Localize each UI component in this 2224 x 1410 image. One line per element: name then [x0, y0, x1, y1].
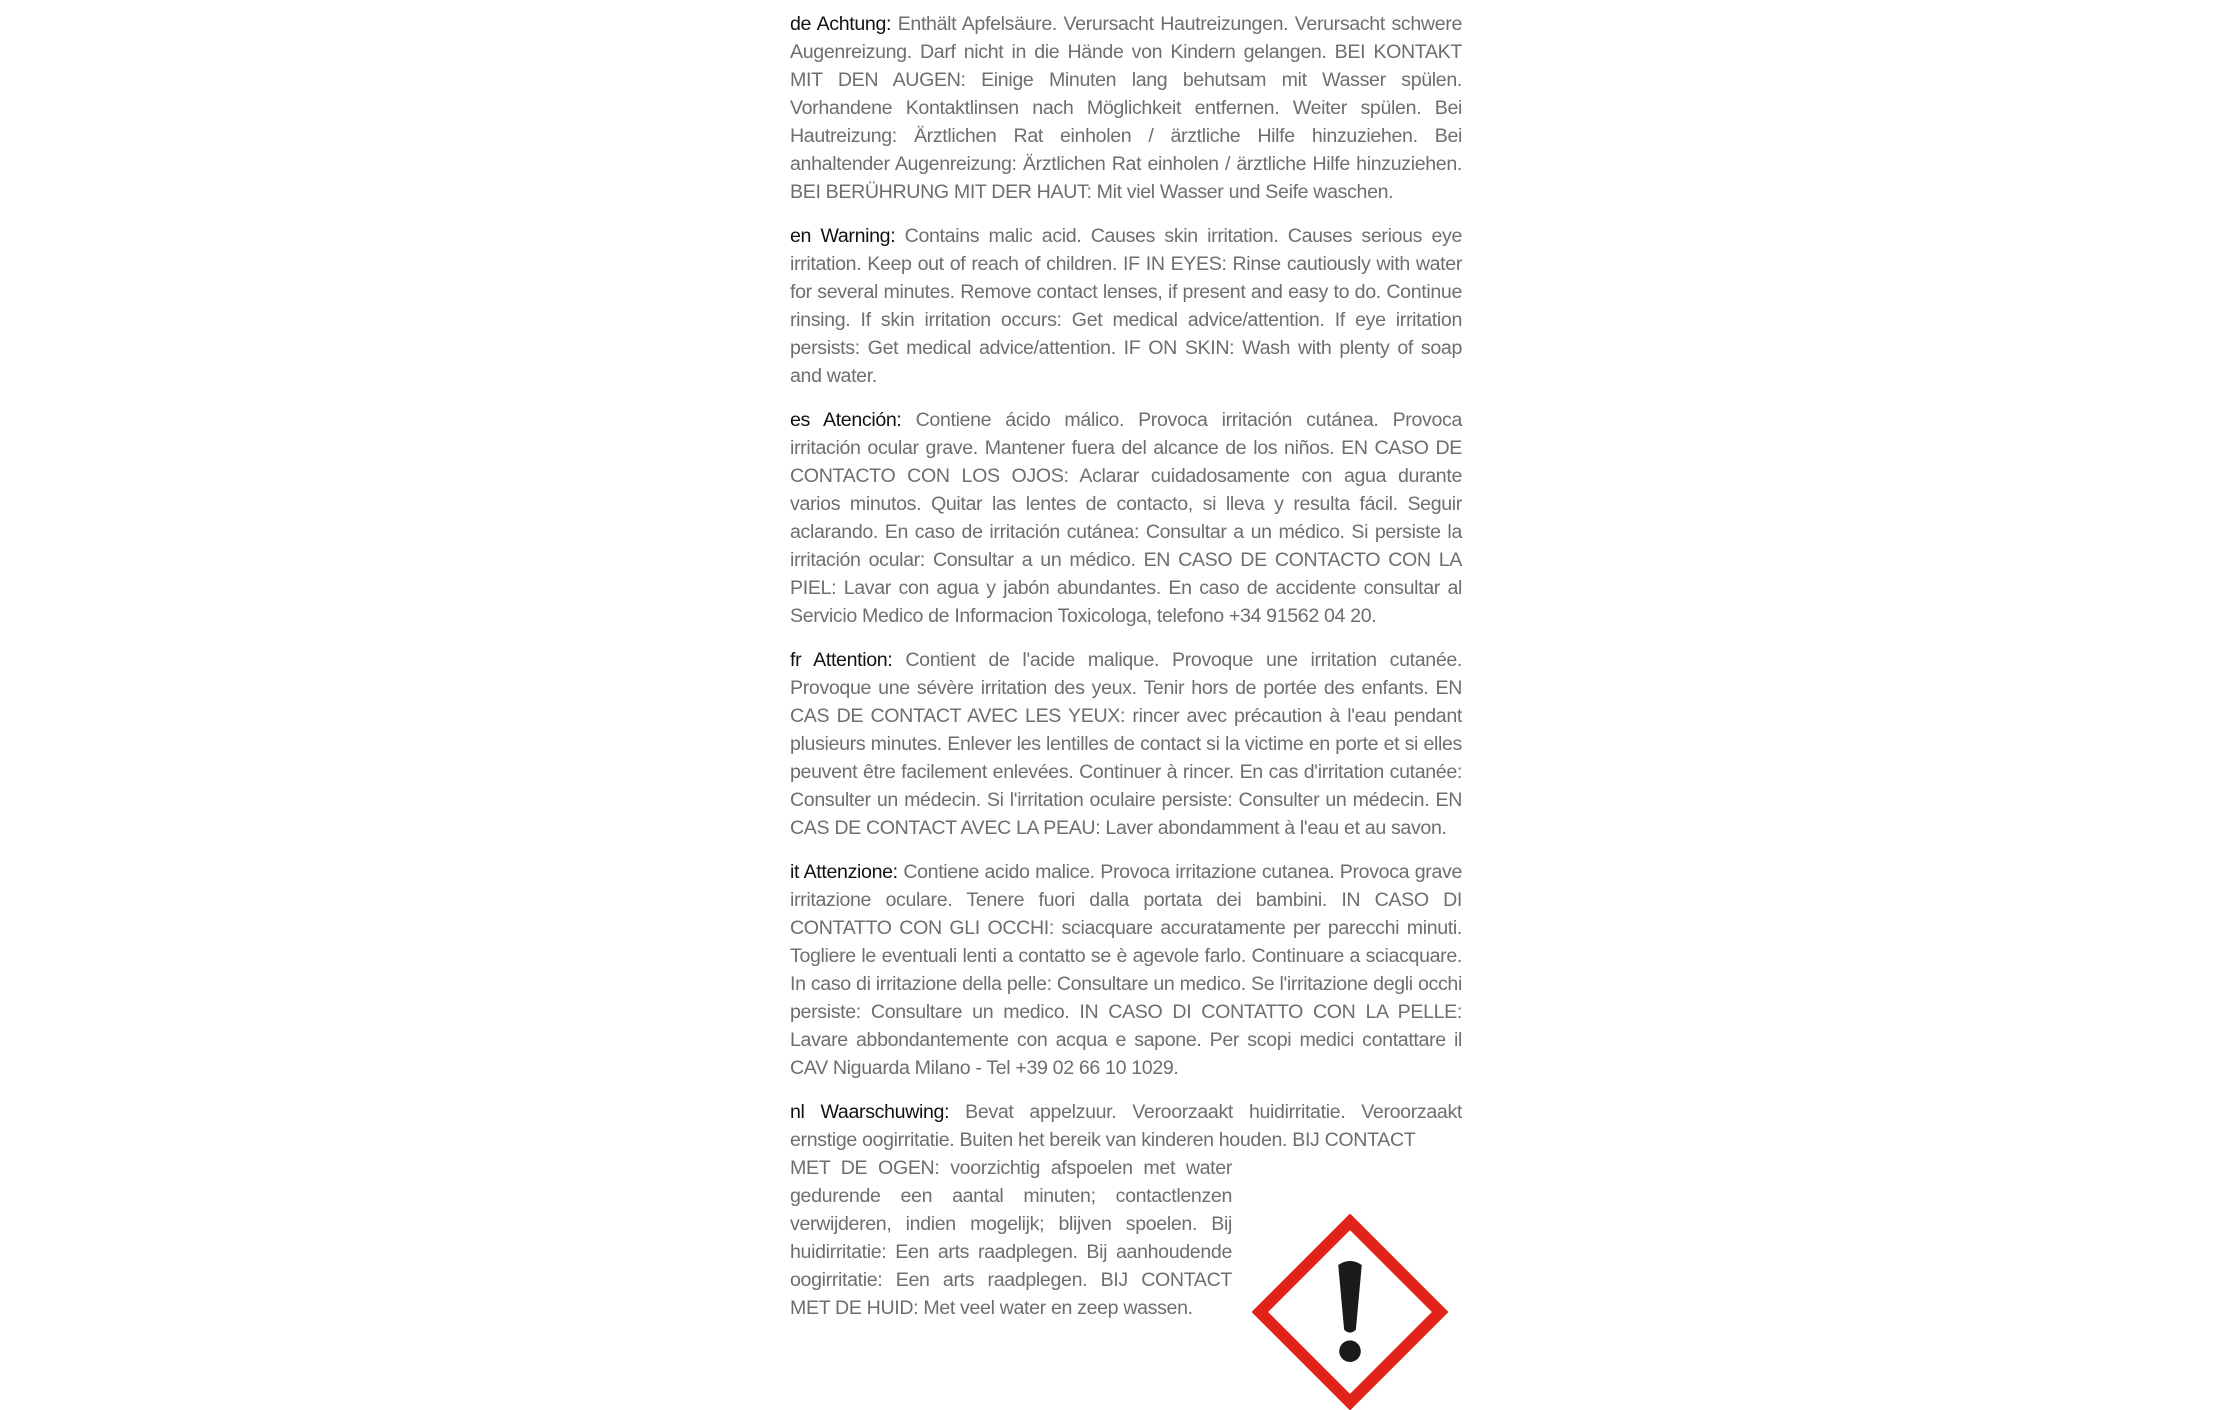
warning-heading-es: es Atención:: [790, 409, 902, 431]
warning-es: [790, 406, 1462, 630]
warning-text-de: Enthält Apfelsäure. Verursacht Hautreizungen. Verursacht schwere Augenreizung. Darf nicht in die Hände von Kindern gelangen. BEI KONTAKT MIT DEN AUGEN: Einige Minuten lang behutsam mit Wasser spülen. Vorhandene Kontaktlinsen nach Möglichkeit entfernen. Weiter spülen. Bei Hautreizung: Ärztlichen Rat einholen / ärztliche Hilfe hinzuziehen. Bei anhaltender Augenreizung: Ärztlichen Rat einholen / ärztliche Hilfe hinzuziehen. BEI BERÜHRUNG MIT DER HAUT: Mit viel Wasser und Seife waschen.: [790, 13, 1462, 203]
warning-de: [790, 10, 1462, 206]
safety-label: [790, 10, 1462, 1322]
warning-text-fr: Contient de l'acide malique. Provoque une irritation cutanée. Provoque une sévère irritation des yeux. Tenir hors de portée des enfants. EN CAS DE CONTACT AVEC LES YEUX: rincer avec précaution à l'eau pendant plusieurs minutes. Enlever les lentilles de contact si la victime en porte et si elles peuvent être facilement enlevées. Continuer à rincer. En cas d'irritation cutanée: Consulter un médecin. Si l'irritation oculaire persiste: Consulter un médecin. EN CAS DE CONTACT AVEC LA PEAU: Laver abondamment à l'eau et au savon.: [790, 649, 1463, 839]
warning-nl-full-width: [790, 1098, 1462, 1154]
warning-nl-narrow: [790, 1154, 1232, 1322]
warning-text-nl-bottom: MET DE OGEN: voorzichtig afspoelen met water gedurende een aantal minuten; contactlenzen verwijderen, indien mogelijk; blijven spoelen. Bij huidirritatie: Een arts raadplegen. Bij aanhoudende oogirritatie: Een arts raadplegen. BIJ CONTACT MET DE HUID: Met veel water en zeep wassen.: [790, 1157, 1232, 1319]
warning-text-es: Contiene ácido málico. Provoca irritación cutánea. Provoca irritación ocular grave. Mantener fuera del alcance de los niños. EN CASO DE CONTACTO CON LOS OJOS: Aclarar cuidadosamente con agua durante varios minutos. Quitar las lentes de contacto, si lleva y resulta fácil. Seguir aclarando. En caso de irritación cutánea: Consultar a un médico. Si persiste la irritación ocular: Consultar a un médico. EN CASO DE CONTACTO CON LA PIEL: Lavar con agua y jabón abundantes. En caso de accidente consultar al Servicio Medico de Informacion Toxicologa, telefono +34 91562 04 20.: [790, 409, 1463, 627]
warning-heading-fr: fr Attention:: [790, 649, 893, 671]
warning-fr: [790, 646, 1462, 842]
ghs-exclamation-mark-icon: [1252, 1214, 1448, 1410]
warning-text-en: Contains malic acid. Causes skin irritation. Causes serious eye irritation. Keep out of reach of children. IF IN EYES: Rinse cautiously with water for several minutes. Remove contact lenses, if present and easy to do. Continue rinsing. If skin irritation occurs: Get medical advice/attention. If eye irritation persists: Get medical advice/attention. IF ON SKIN: Wash with plenty of soap and water.: [790, 225, 1462, 387]
warning-it: [790, 858, 1462, 1082]
warning-text-it: Contiene acido malice. Provoca irritazione cutanea. Provoca grave irritazione oculare. Tenere fuori dalla portata dei bambini. IN CASO DI CONTATTO CON GLI OCCHI: sciacquare accuratamente per parecchi minuti. Togliere le eventuali lenti a contatto se è agevole farlo. Continuare a sciacquare. In caso di irritazione della pelle: Consultare un medico. Se l'irritazione degli occhi persiste: Consultare un medico. IN CASO DI CONTATTO CON LA PELLE: Lavare abbondantemente con acqua e sapone. Per scopi medici contattare il CAV Niguarda Milano - Tel +39 02 66 10 1029.: [790, 861, 1462, 1079]
warning-en: [790, 222, 1462, 390]
warning-heading-de: de Achtung:: [790, 13, 892, 35]
warning-heading-en: en Warning:: [790, 225, 896, 247]
exclamation-dot: [1339, 1340, 1361, 1362]
warning-text-nl-top: Bevat appelzuur. Veroorzaakt huidirritatie. Veroorzaakt ernstige oogirritatie. Buiten het bereik van kinderen houden. BIJ CONTACT: [790, 1101, 1462, 1151]
warning-heading-nl: nl Waarschuwing:: [790, 1101, 950, 1123]
warning-heading-it: it Attenzione:: [790, 861, 898, 883]
